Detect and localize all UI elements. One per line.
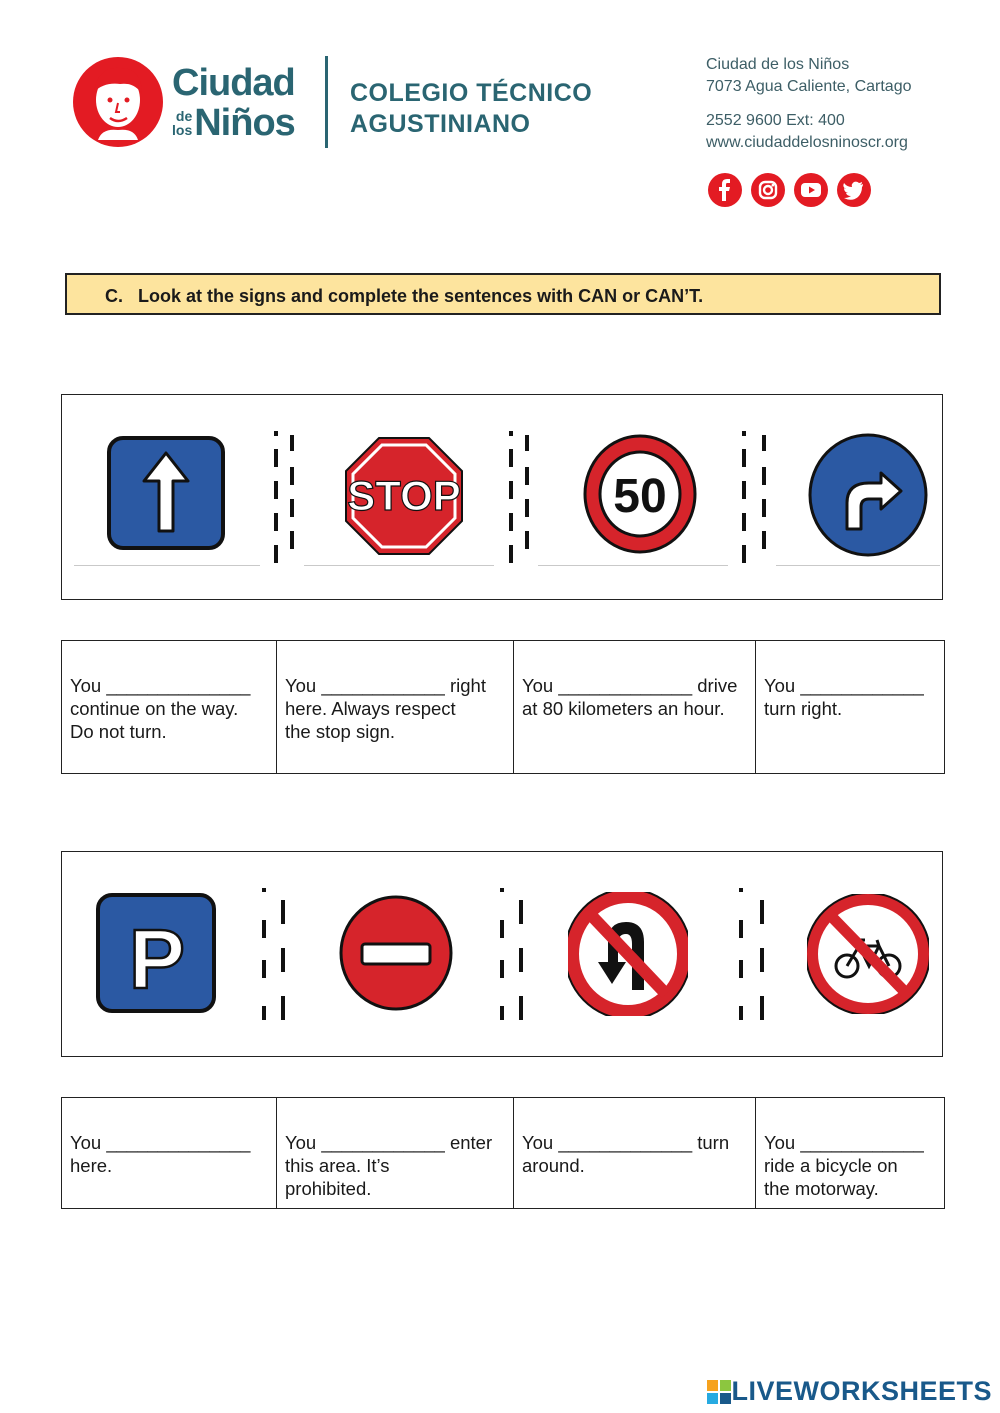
logo-word-ciudad: Ciudad xyxy=(172,62,295,104)
school-name-line-2: AGUSTINIANO xyxy=(350,110,531,138)
sentence-cell[interactable]: You ______________ continue on the way. Do not turn. xyxy=(62,641,277,774)
instruction-bar xyxy=(65,273,941,315)
instruction-body: Look at the signs and complete the sentences with CAN or CAN’T. xyxy=(138,286,704,306)
sentence-cell[interactable]: You ______________ here. xyxy=(62,1098,277,1209)
sentence-cell[interactable]: You _____________ drive at 80 kilometers an hour. xyxy=(514,641,756,774)
sentence-cell[interactable]: You ____________ ride a bicycle on the motorway. xyxy=(756,1098,945,1209)
contact-block xyxy=(706,54,911,154)
no-entry-sign xyxy=(338,894,454,1017)
header-divider xyxy=(325,56,328,148)
parking-sign-text: P xyxy=(128,912,186,1006)
sentence-cell[interactable]: You _____________ turn around. xyxy=(514,1098,756,1209)
no-bicycles-sign xyxy=(807,894,929,1019)
twitter-icon[interactable] xyxy=(837,173,871,207)
liveworksheets-icon xyxy=(707,1380,731,1404)
stop-sign-text: STOP xyxy=(347,472,461,519)
school-name-line-1: COLEGIO TÉCNICO xyxy=(350,79,593,107)
turn-right-sign xyxy=(807,433,929,562)
liveworksheets-text: LIVEWORKSHEETS xyxy=(731,1376,992,1406)
logo-wordmark xyxy=(172,64,295,142)
signs-box-2 xyxy=(61,851,943,1057)
contact-name: Ciudad de los Niños xyxy=(706,56,850,73)
sentence-cell[interactable]: You ____________ right here. Always respect the stop sign. xyxy=(277,641,514,774)
contact-address: 7073 Agua Caliente, Cartago xyxy=(706,78,912,95)
sentences-table-1 xyxy=(61,640,945,774)
speed-limit-sign xyxy=(582,433,698,560)
logo-face-icon xyxy=(72,56,164,148)
sentence-cell[interactable]: You ____________ turn right. xyxy=(756,641,945,774)
social-icons xyxy=(708,173,871,207)
liveworksheets-logo[interactable] xyxy=(707,1376,992,1407)
signs-box-1 xyxy=(61,394,943,600)
youtube-icon[interactable] xyxy=(794,173,828,207)
facebook-icon[interactable] xyxy=(708,173,742,207)
sentences-table-2 xyxy=(61,1097,945,1209)
instagram-icon[interactable] xyxy=(751,173,785,207)
contact-website[interactable]: www.ciudaddelosninoscr.org xyxy=(706,134,908,151)
logo-word-de: de xyxy=(175,108,193,124)
stop-sign xyxy=(343,435,465,562)
contact-phone: 2552 9600 Ext: 400 xyxy=(706,112,845,129)
logo-word-ninos: Niños xyxy=(194,102,295,144)
parking-sign xyxy=(95,892,217,1019)
speed-limit-text: 50 xyxy=(613,470,667,523)
logo-word-los: los xyxy=(172,122,193,138)
ahead-only-sign xyxy=(106,433,226,558)
instruction-text xyxy=(105,286,703,307)
school-name xyxy=(350,78,592,140)
no-u-turn-sign xyxy=(568,892,688,1021)
sentence-cell[interactable]: You ____________ enter this area. It’s prohibited. xyxy=(277,1098,514,1209)
instruction-label: C. xyxy=(105,286,123,306)
